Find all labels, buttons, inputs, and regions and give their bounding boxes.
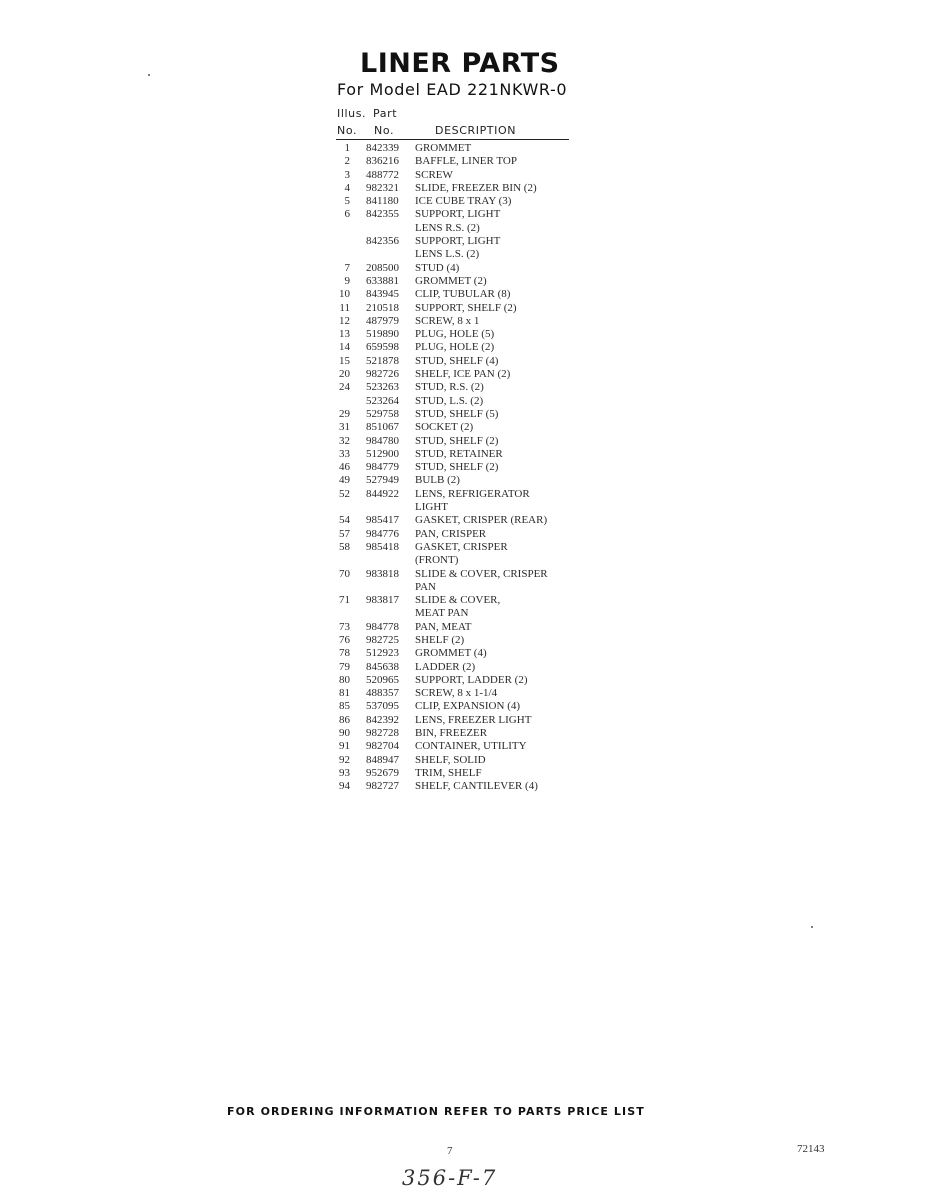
table-row xyxy=(336,368,576,381)
part-number: 520965 xyxy=(366,673,399,686)
table-row xyxy=(336,488,576,501)
scan-speck xyxy=(148,74,150,76)
table-row xyxy=(336,474,576,487)
table-row xyxy=(336,381,576,394)
table-row xyxy=(336,594,576,607)
part-number: 982728 xyxy=(366,727,399,740)
part-description: LENS, REFRIGERATOR xyxy=(415,487,530,500)
table-row xyxy=(336,514,576,527)
model-subtitle: For Model EAD 221NKWR-0 xyxy=(337,80,568,99)
document-number: 72143 xyxy=(797,1143,825,1155)
part-description: BAFFLE, LINER TOP xyxy=(415,155,517,168)
header-rule xyxy=(336,139,569,140)
part-no-header: No. xyxy=(374,124,395,137)
part-number: 983818 xyxy=(366,567,399,580)
table-row xyxy=(336,355,576,368)
illus-number: 3 xyxy=(344,168,350,181)
part-number: 844922 xyxy=(366,487,399,500)
table-row xyxy=(336,341,576,354)
illus-number: 70 xyxy=(339,567,350,580)
table-row xyxy=(336,288,576,301)
illus-number: 78 xyxy=(339,647,350,660)
part-number: 984776 xyxy=(366,527,399,540)
table-row xyxy=(336,421,576,434)
part-number: 842339 xyxy=(366,142,399,154)
part-description: MEAT PAN xyxy=(415,607,469,620)
part-number: 488772 xyxy=(366,168,399,181)
part-number: 985418 xyxy=(366,540,399,553)
table-row xyxy=(336,155,576,168)
part-description: GASKET, CRISPER xyxy=(415,540,508,553)
illus-number: 92 xyxy=(339,753,350,766)
part-description: LIGHT xyxy=(415,501,448,514)
part-description: CLIP, TUBULAR (8) xyxy=(415,288,511,301)
part-number: 984778 xyxy=(366,620,399,633)
illus-number: 90 xyxy=(339,727,350,740)
part-description: TRIM, SHELF xyxy=(415,766,482,779)
table-row xyxy=(336,568,576,581)
illus-number: 7 xyxy=(344,261,350,274)
table-row xyxy=(336,554,576,567)
part-description: SUPPORT, SHELF (2) xyxy=(415,301,517,314)
part-description: SHELF (2) xyxy=(415,633,465,646)
part-number: 529758 xyxy=(366,407,399,420)
illus-number: 24 xyxy=(339,381,350,394)
illus-header-label: Illus. xyxy=(337,107,367,120)
part-number: 843945 xyxy=(366,288,399,301)
part-number: 488357 xyxy=(366,687,399,700)
illus-number: 80 xyxy=(339,673,350,686)
part-number: 984780 xyxy=(366,434,399,447)
part-description: CLIP, EXPANSION (4) xyxy=(415,700,521,713)
table-row xyxy=(336,275,576,288)
part-description: STUD, R.S. (2) xyxy=(415,381,484,394)
part-description: SLIDE & COVER, CRISPER xyxy=(415,567,548,580)
part-description: STUD, SHELF (5) xyxy=(415,407,499,420)
table-row xyxy=(336,661,576,674)
table-row xyxy=(336,581,576,594)
table-row xyxy=(336,674,576,687)
table-row xyxy=(336,315,576,328)
part-number: 982726 xyxy=(366,368,399,381)
illus-number: 57 xyxy=(339,527,350,540)
illus-number: 32 xyxy=(339,434,350,447)
part-description: GROMMET (4) xyxy=(415,647,487,660)
part-description: GROMMET (2) xyxy=(415,274,487,287)
part-description: SHELF, SOLID xyxy=(415,753,486,766)
illus-number: 6 xyxy=(344,208,350,221)
part-description: PAN, MEAT xyxy=(415,620,472,633)
table-row xyxy=(336,302,576,315)
part-description: SUPPORT, LIGHT xyxy=(415,235,501,248)
illus-number: 49 xyxy=(339,474,350,487)
illus-number: 79 xyxy=(339,660,350,673)
part-description: SCREW, 8 x 1-1/4 xyxy=(415,687,498,700)
part-number: 836216 xyxy=(366,155,399,168)
illus-number: 14 xyxy=(339,341,350,354)
illus-number: 94 xyxy=(339,780,350,793)
part-number: 851067 xyxy=(366,421,399,434)
table-row xyxy=(336,727,576,740)
part-number: 848947 xyxy=(366,753,399,766)
illus-number: 29 xyxy=(339,407,350,420)
table-row xyxy=(336,435,576,448)
part-description: BIN, FREEZER xyxy=(415,727,488,740)
part-description: STUD (4) xyxy=(415,261,460,274)
part-number: 633881 xyxy=(366,274,399,287)
illus-number: 54 xyxy=(339,514,350,527)
part-description: ICE CUBE TRAY (3) xyxy=(415,195,512,208)
table-row xyxy=(336,714,576,727)
table-row xyxy=(336,461,576,474)
illus-number: 46 xyxy=(339,461,350,474)
illus-no-header: No. xyxy=(337,124,358,137)
table-row xyxy=(336,700,576,713)
part-number: 210518 xyxy=(366,301,399,314)
part-number: 659598 xyxy=(366,341,399,354)
illus-number: 5 xyxy=(344,195,350,208)
ordering-info-note: FOR ORDERING INFORMATION REFER TO PARTS PRICE LIST xyxy=(227,1105,645,1118)
part-number: 842355 xyxy=(366,208,399,221)
part-description: LENS, FREEZER LIGHT xyxy=(415,713,532,726)
part-description: PAN, CRISPER xyxy=(415,527,487,540)
illus-number: 81 xyxy=(339,687,350,700)
part-description: STUD, L.S. (2) xyxy=(415,394,484,407)
handwritten-note: 356-F-7 xyxy=(402,1166,498,1190)
table-row xyxy=(336,647,576,660)
part-description: SHELF, CANTILEVER (4) xyxy=(415,780,538,793)
table-row xyxy=(336,780,576,793)
table-row xyxy=(336,328,576,341)
part-number: 527949 xyxy=(366,474,399,487)
part-number: 841180 xyxy=(366,195,399,208)
description-header: DESCRIPTION xyxy=(435,124,517,137)
illus-number: 13 xyxy=(339,328,350,341)
table-row xyxy=(336,182,576,195)
illus-number: 71 xyxy=(339,594,350,607)
part-description: SLIDE, FREEZER BIN (2) xyxy=(415,181,537,194)
part-number: 512923 xyxy=(366,647,399,660)
table-row xyxy=(336,208,576,221)
part-description: STUD, SHELF (2) xyxy=(415,434,499,447)
part-header-label: Part xyxy=(373,107,398,120)
part-description: (FRONT) xyxy=(415,554,459,567)
part-description: GASKET, CRISPER (REAR) xyxy=(415,514,548,527)
part-description: PLUG, HOLE (5) xyxy=(415,328,495,341)
table-row xyxy=(336,541,576,554)
illus-number: 52 xyxy=(339,487,350,500)
part-number: 982725 xyxy=(366,633,399,646)
part-description: LADDER (2) xyxy=(415,660,476,673)
part-description: SHELF, ICE PAN (2) xyxy=(415,368,511,381)
page-title: LINER PARTS xyxy=(360,48,560,79)
illus-number: 1 xyxy=(344,142,350,154)
part-number: 983817 xyxy=(366,594,399,607)
part-number: 537095 xyxy=(366,700,399,713)
illus-number: 10 xyxy=(339,288,350,301)
part-number: 982321 xyxy=(366,181,399,194)
part-description: LENS L.S. (2) xyxy=(415,248,480,261)
part-description: LENS R.S. (2) xyxy=(415,221,480,234)
part-description: PAN xyxy=(415,580,436,593)
part-description: STUD, SHELF (2) xyxy=(415,461,499,474)
part-description: SLIDE & COVER, xyxy=(415,594,501,607)
illus-number: 86 xyxy=(339,713,350,726)
illus-number: 73 xyxy=(339,620,350,633)
table-row xyxy=(336,395,576,408)
part-description: SUPPORT, LIGHT xyxy=(415,208,501,221)
illus-number: 93 xyxy=(339,766,350,779)
illus-number: 85 xyxy=(339,700,350,713)
part-description: SCREW xyxy=(415,168,453,181)
table-row xyxy=(336,169,576,182)
table-row xyxy=(336,528,576,541)
part-number: 982704 xyxy=(366,740,399,753)
table-row xyxy=(336,222,576,235)
part-number: 845638 xyxy=(366,660,399,673)
illus-number: 20 xyxy=(339,368,350,381)
illus-number: 76 xyxy=(339,633,350,646)
illus-number: 91 xyxy=(339,740,350,753)
table-row xyxy=(336,634,576,647)
table-row xyxy=(336,767,576,780)
illus-number: 4 xyxy=(344,181,350,194)
illus-number: 9 xyxy=(344,274,350,287)
table-row xyxy=(336,248,576,261)
illus-number: 15 xyxy=(339,354,350,367)
table-row xyxy=(336,621,576,634)
table-row xyxy=(336,501,576,514)
illus-number: 12 xyxy=(339,314,350,327)
part-description: STUD, SHELF (4) xyxy=(415,354,499,367)
parts-table xyxy=(336,142,576,794)
part-number: 512900 xyxy=(366,447,399,460)
part-description: SOCKET (2) xyxy=(415,421,474,434)
part-description: SUPPORT, LADDER (2) xyxy=(415,673,528,686)
illus-number: 31 xyxy=(339,421,350,434)
part-description: BULB (2) xyxy=(415,474,460,487)
part-number: 523263 xyxy=(366,381,399,394)
table-row xyxy=(336,607,576,620)
part-number: 985417 xyxy=(366,514,399,527)
part-description: GROMMET xyxy=(415,142,472,154)
part-number: 984779 xyxy=(366,461,399,474)
table-row xyxy=(336,195,576,208)
table-row xyxy=(336,235,576,248)
part-number: 519890 xyxy=(366,328,399,341)
part-description: CONTAINER, UTILITY xyxy=(415,740,527,753)
table-row xyxy=(336,408,576,421)
illus-number: 2 xyxy=(344,155,350,168)
table-row xyxy=(336,740,576,753)
illus-number: 58 xyxy=(339,540,350,553)
table-row xyxy=(336,142,576,155)
table-row xyxy=(336,754,576,767)
illus-number: 11 xyxy=(339,301,350,314)
part-description: PLUG, HOLE (2) xyxy=(415,341,495,354)
part-description: STUD, RETAINER xyxy=(415,447,503,460)
part-number: 487979 xyxy=(366,314,399,327)
page-number: 7 xyxy=(447,1145,453,1157)
part-description: SCREW, 8 x 1 xyxy=(415,314,480,327)
table-row xyxy=(336,448,576,461)
part-number: 842356 xyxy=(366,235,399,248)
illus-number: 33 xyxy=(339,447,350,460)
scan-speck xyxy=(811,926,813,928)
part-number: 842392 xyxy=(366,713,399,726)
table-row xyxy=(336,262,576,275)
part-number: 523264 xyxy=(366,394,399,407)
part-number: 952679 xyxy=(366,766,399,779)
table-row xyxy=(336,687,576,700)
part-number: 208500 xyxy=(366,261,399,274)
part-number: 521878 xyxy=(366,354,399,367)
part-number: 982727 xyxy=(366,780,399,793)
